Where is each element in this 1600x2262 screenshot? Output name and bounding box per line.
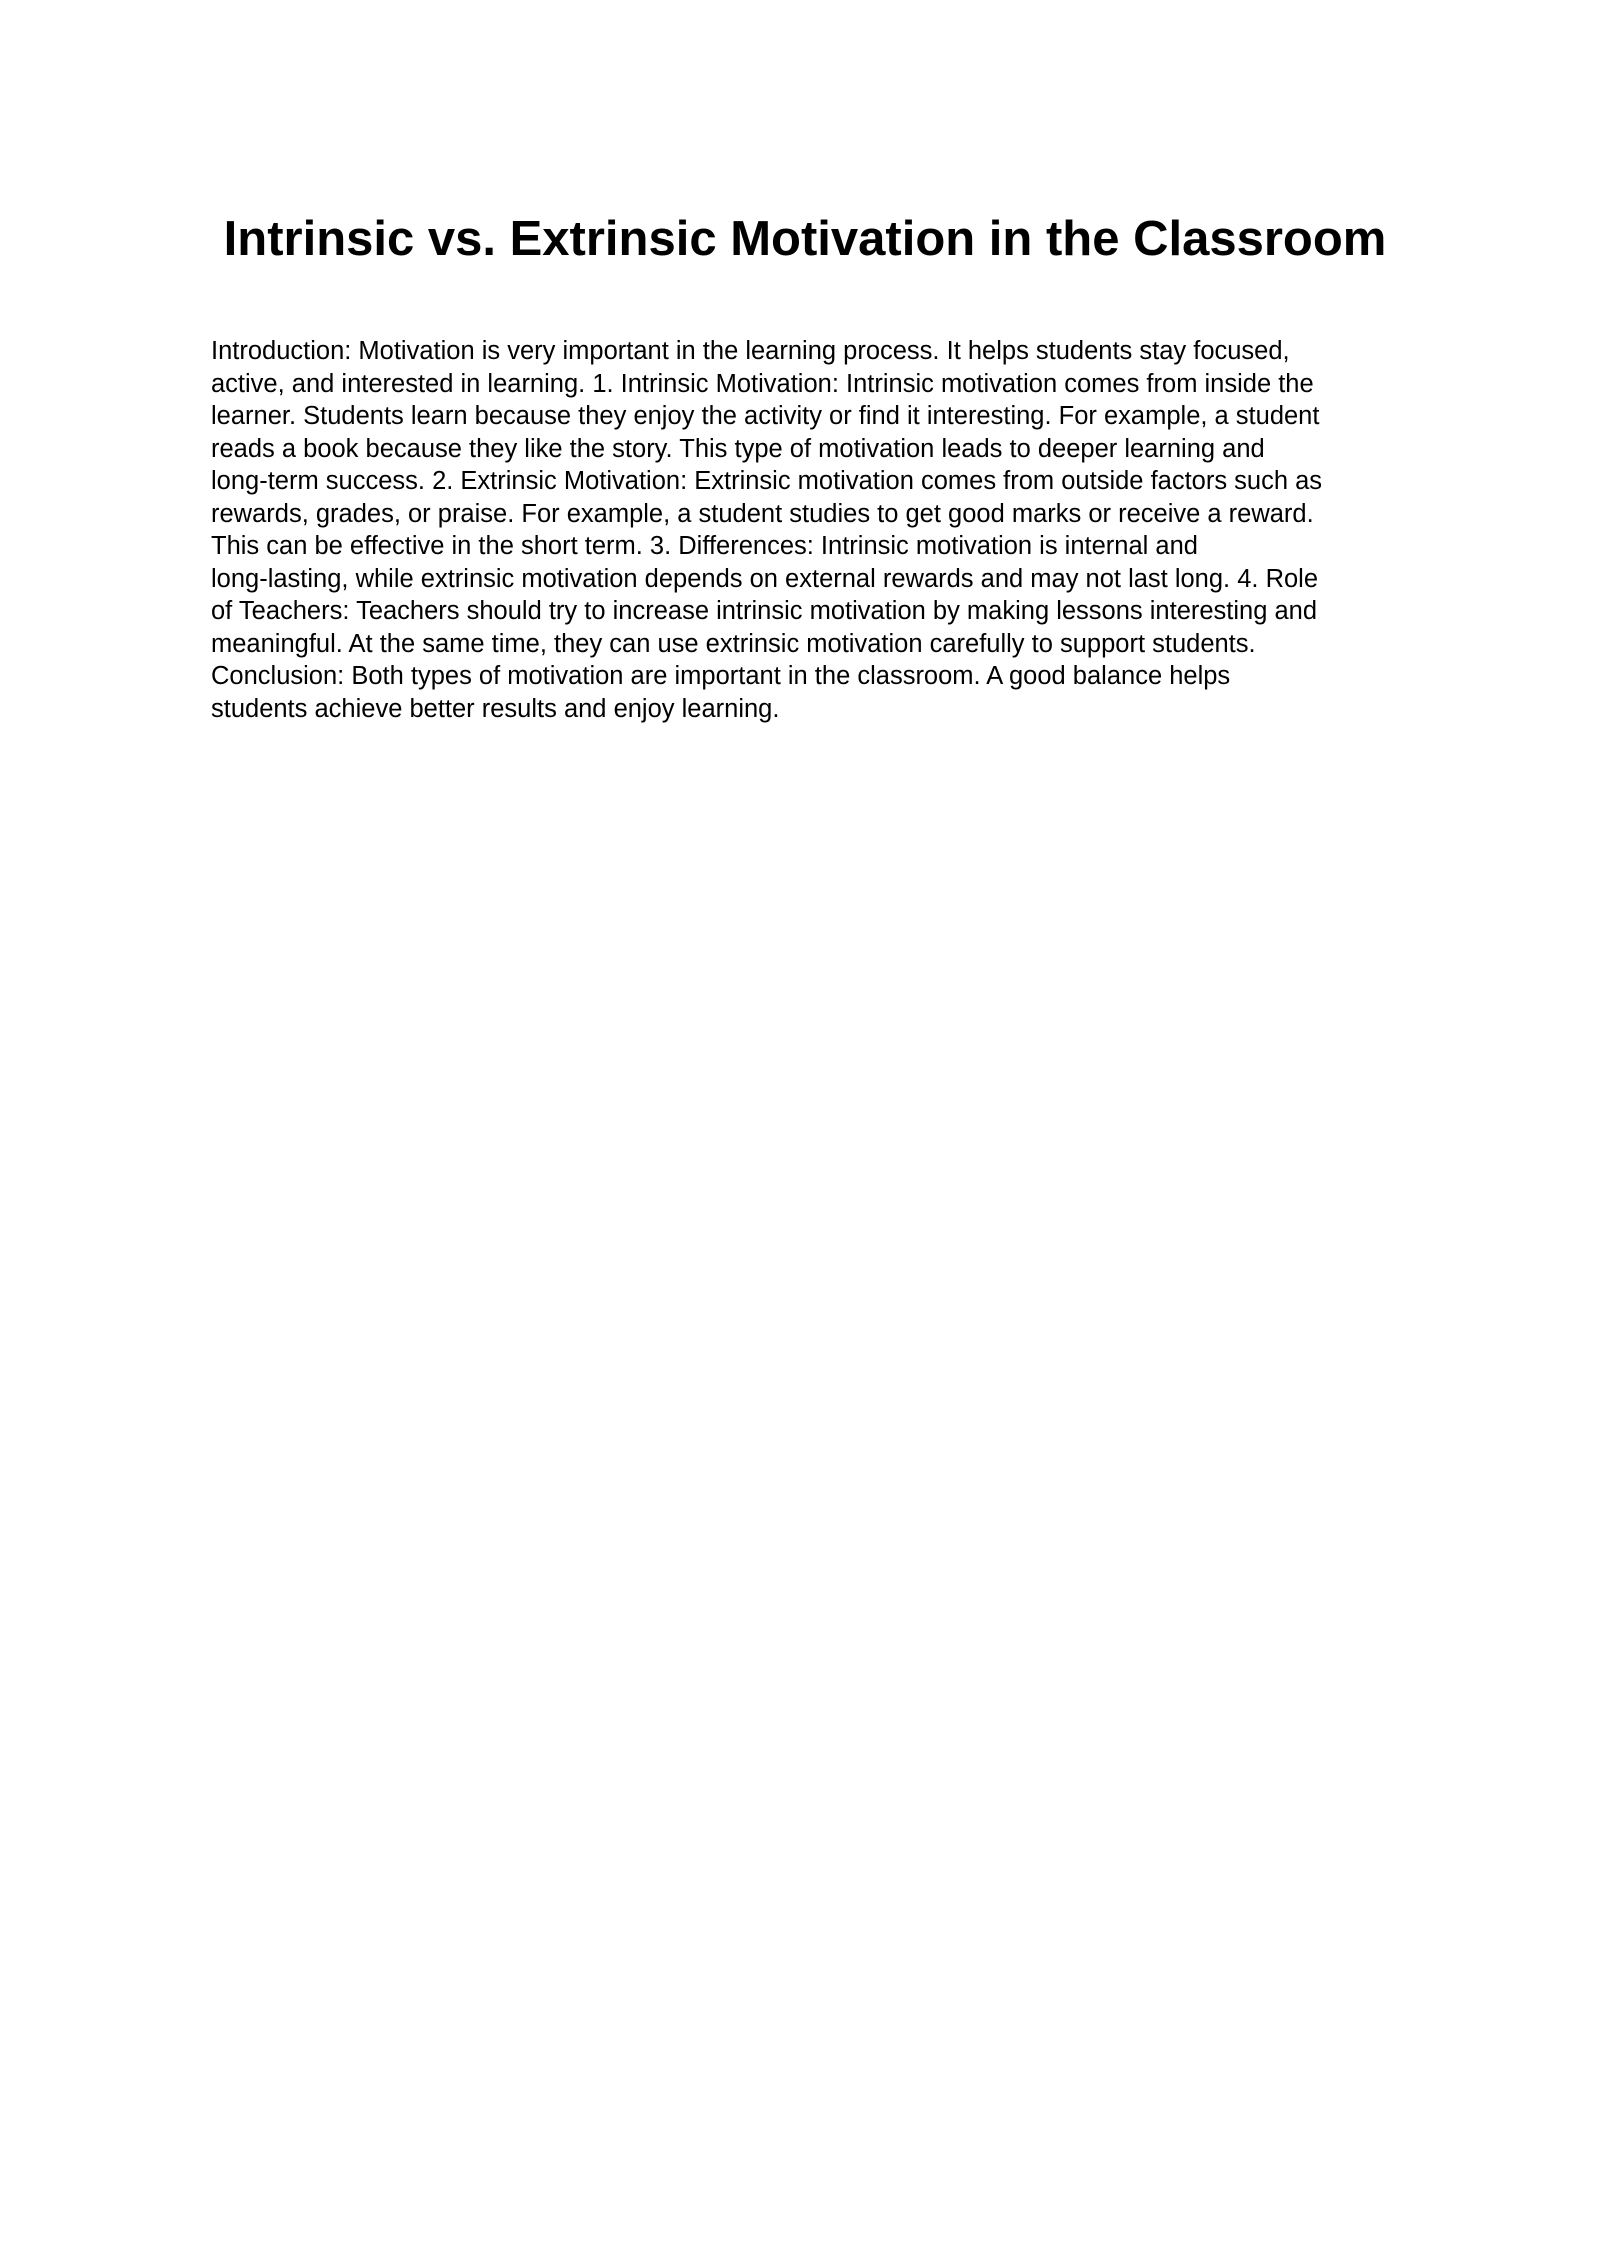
body-line: long-term success. 2. Extrinsic Motivation: Extrinsic motivation comes from outside factors such as: [211, 467, 1323, 495]
body-line: rewards, grades, or praise. For example, a student studies to get good marks or receive a reward.: [211, 499, 1314, 528]
body-line: meaningful. At the same time, they can use extrinsic motivation carefully to support students.: [211, 629, 1256, 658]
body-line: active, and interested in learning. 1. Intrinsic Motivation: Intrinsic motivation comes from inside the: [211, 369, 1314, 398]
body-line: learner. Students learn because they enjoy the activity or find it interesting. For example, a student: [211, 402, 1320, 430]
body-line: This can be effective in the short term. 3. Differences: Intrinsic motivation is internal and: [211, 532, 1198, 560]
body-line: of Teachers: Teachers should try to increase intrinsic motivation by making lessons interesting and: [211, 597, 1318, 625]
body-line: Introduction: Motivation is very important in the learning process. It helps students stay focused,: [211, 337, 1290, 365]
document-body: [211, 335, 1401, 725]
document-title: Intrinsic vs. Extrinsic Motivation in the Classroom: [223, 212, 1387, 266]
body-line: reads a book because they like the story. This type of motivation leads to deeper learning and: [211, 434, 1265, 463]
body-line: students achieve better results and enjoy learning.: [211, 694, 780, 723]
body-line: long-lasting, while extrinsic motivation depends on external rewards and may not last long. 4. Role: [211, 564, 1319, 593]
body-line: Conclusion: Both types of motivation are important in the classroom. A good balance helps: [211, 662, 1231, 690]
